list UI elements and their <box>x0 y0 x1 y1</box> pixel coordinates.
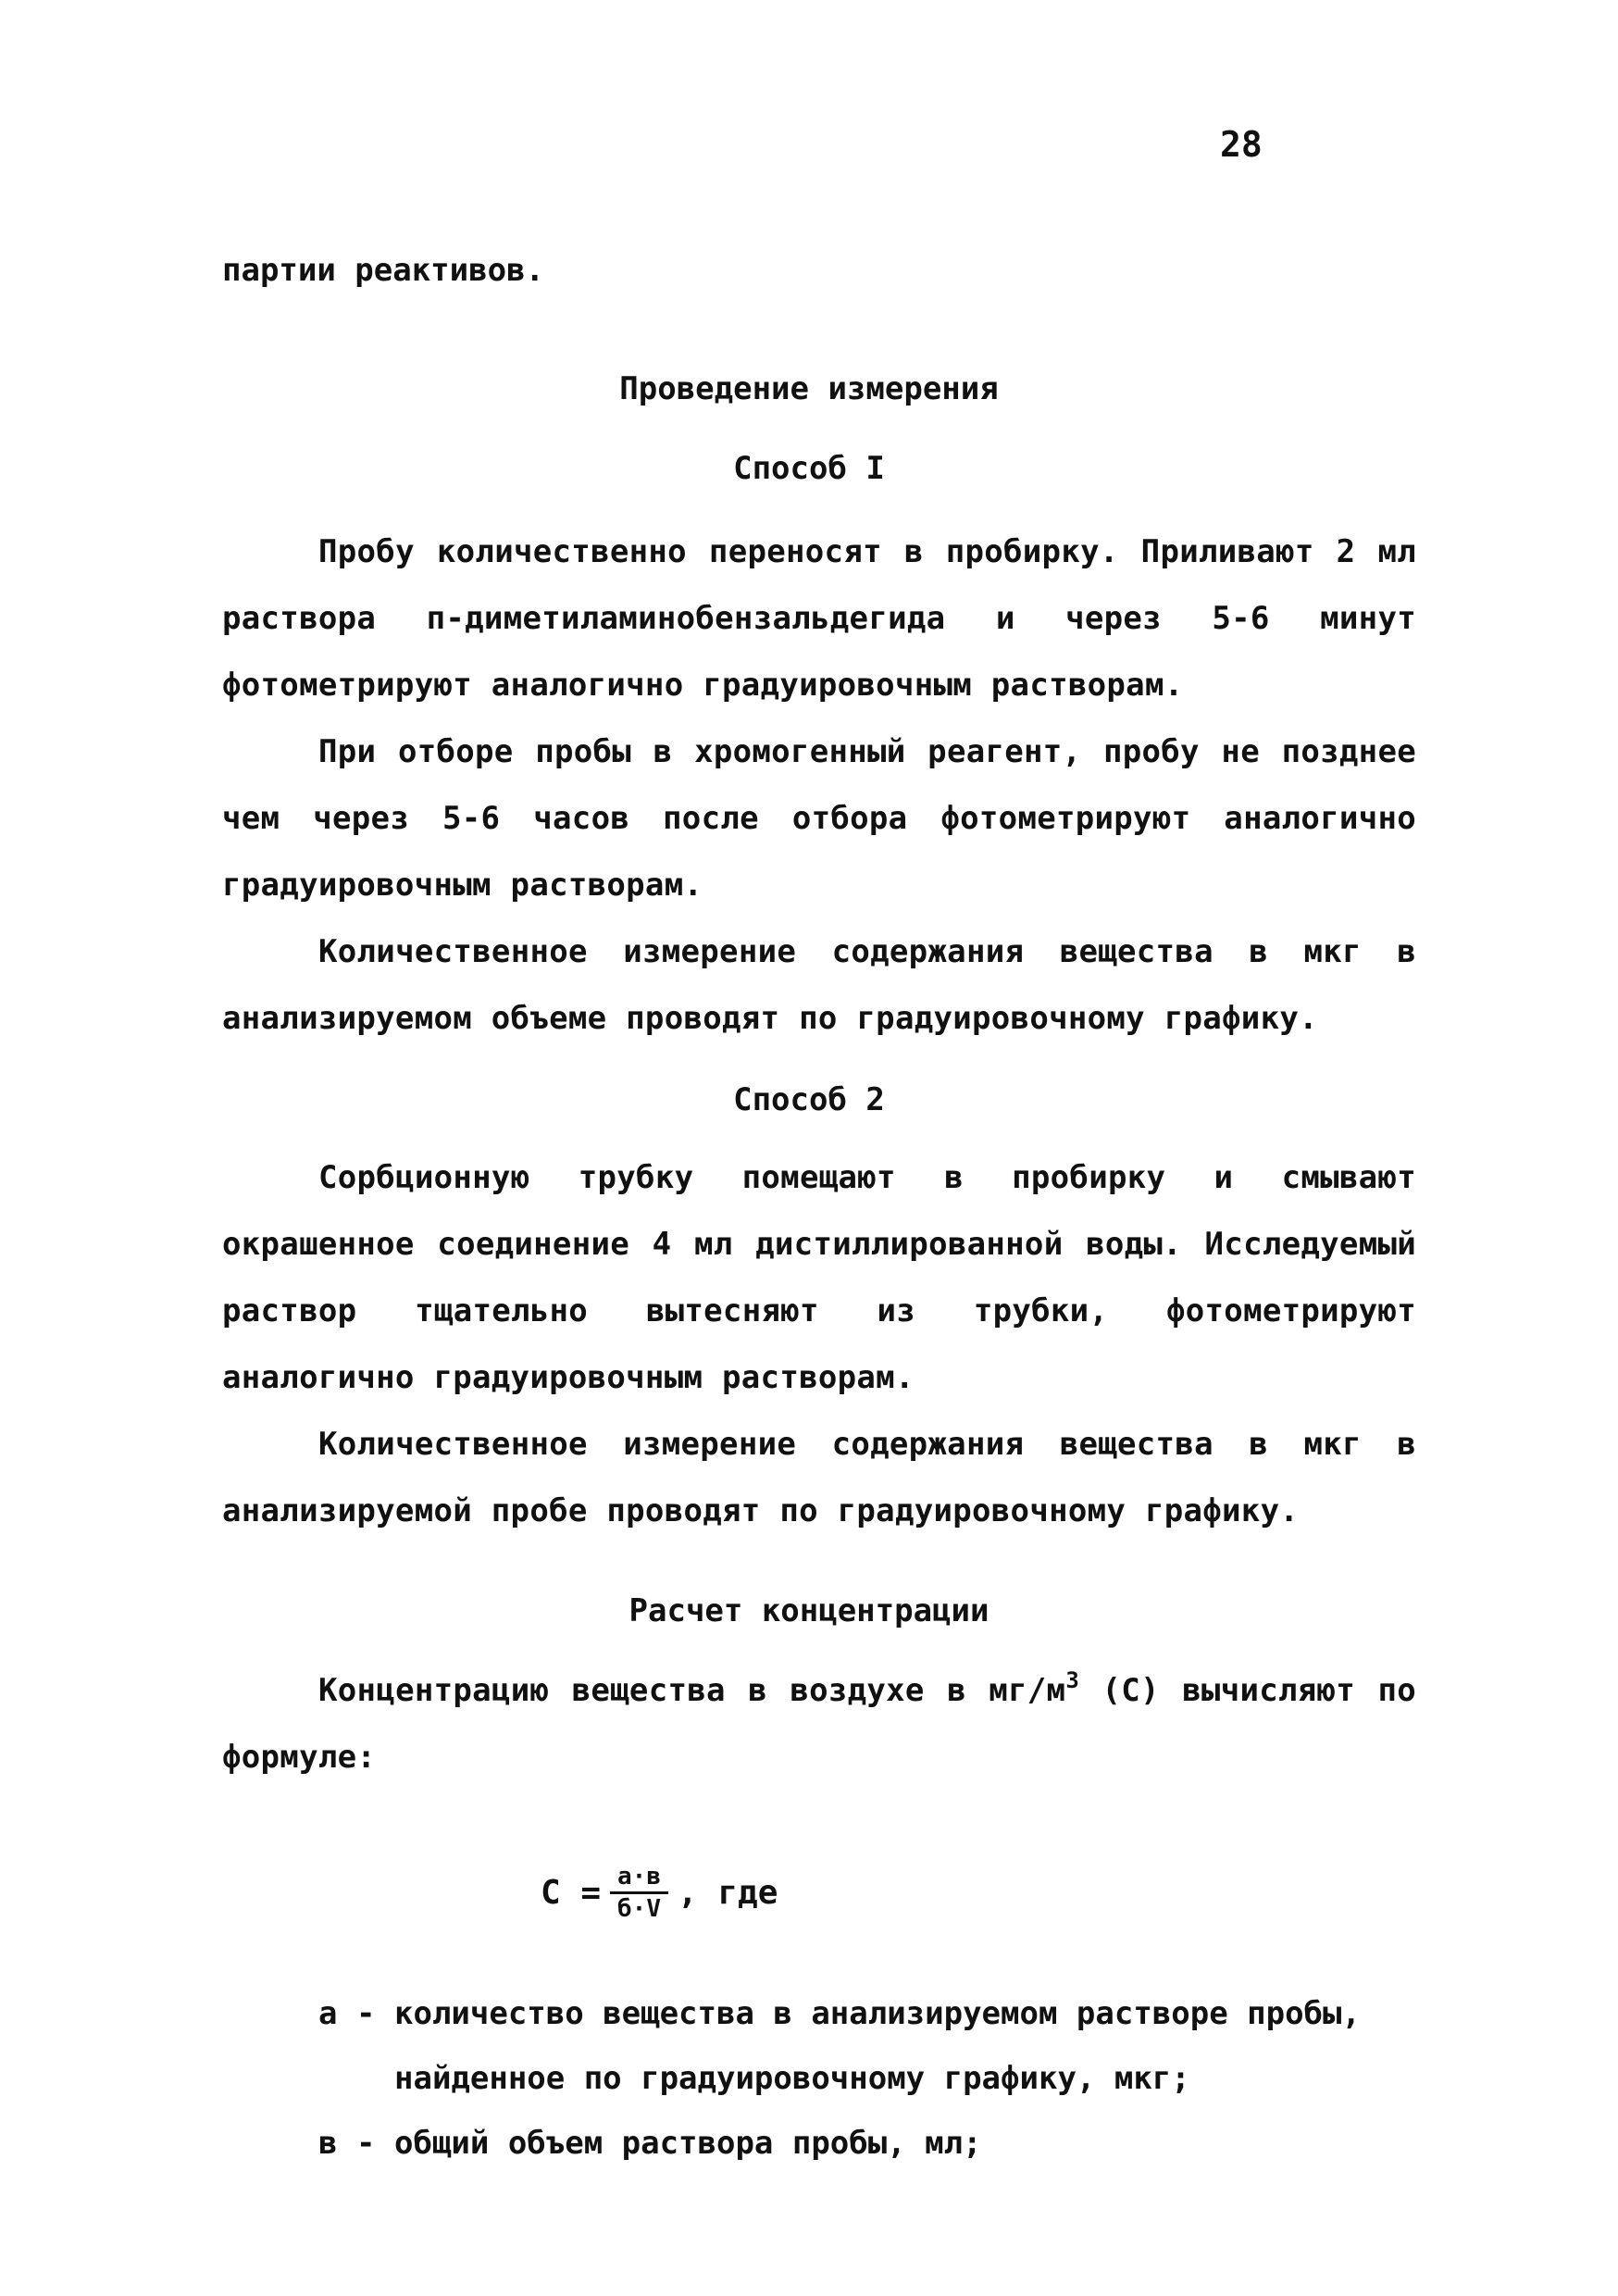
definition-item <box>318 1981 1411 2111</box>
calc-heading: Расчет концентрации <box>629 1592 989 1629</box>
definition-text: количество вещества в анализируемом растворе пробы, найденное по градуировочному графику, мкг; <box>394 1995 1361 2097</box>
formula-suffix: , где <box>678 1873 778 1912</box>
definition-text: общий объем раствора пробы, мл; <box>394 2125 982 2162</box>
method2-paragraph-1: Сорбционную трубку помещают в пробирку и смывают окрашенное соединение 4 мл дистиллированной воды. Исследуемый раствор тщательно вытесняют из трубки, фотометрируют аналогично градуировочным растворам. <box>222 1159 1416 1396</box>
formula-lhs: С = <box>541 1873 602 1912</box>
section-title: Проведение измерения <box>619 370 999 407</box>
method2-body <box>222 1144 1416 1544</box>
continuation-text: партии реактивов. <box>222 252 544 289</box>
method2-heading: Способ 2 <box>733 1081 885 1118</box>
method1-paragraph-2: При отборе пробы в хромогенный реагент, пробу не позднее чем через 5-6 часов после отбора фотометрируют аналогично градуировочным растворам. <box>222 733 1416 904</box>
concentration-formula <box>541 1855 778 1929</box>
definition-symbol: а - <box>318 1995 376 2032</box>
method2-paragraph-2: Количественное измерение содержания вещества в мкг в анализируемой пробе проводят по градуировочному графику. <box>222 1426 1416 1529</box>
definition-item <box>318 2111 1411 2176</box>
formula-denominator: б·V <box>617 1894 661 1923</box>
method1-paragraph-3: Количественное измерение содержания вещества в мкг в анализируемом объеме проводят по градуировочному графику. <box>222 933 1416 1037</box>
method1-body <box>222 518 1416 1052</box>
calc-intro-paragraph: Концентрацию вещества в воздухе в $мг/м^3$ (С) вычисляют по формуле: <box>222 1667 1417 1776</box>
formula-numerator: а·в <box>610 1864 668 1894</box>
cubic-superscript: 3 <box>1065 1667 1080 1693</box>
variable-definitions <box>318 1981 1411 2176</box>
definition-symbol: в - <box>318 2125 376 2162</box>
formula-fraction <box>610 1864 668 1922</box>
calc-intro <box>222 1657 1416 1791</box>
method1-heading: Способ I <box>733 450 885 487</box>
method1-paragraph-1: Пробу количественно переносят в пробирку. Приливают 2 мл раствора п-диметиламинобензальдегида и через 5-6 минут фотометрируют аналогично градуировочным растворам. <box>222 533 1416 704</box>
page-number: 28 <box>1220 124 1263 165</box>
